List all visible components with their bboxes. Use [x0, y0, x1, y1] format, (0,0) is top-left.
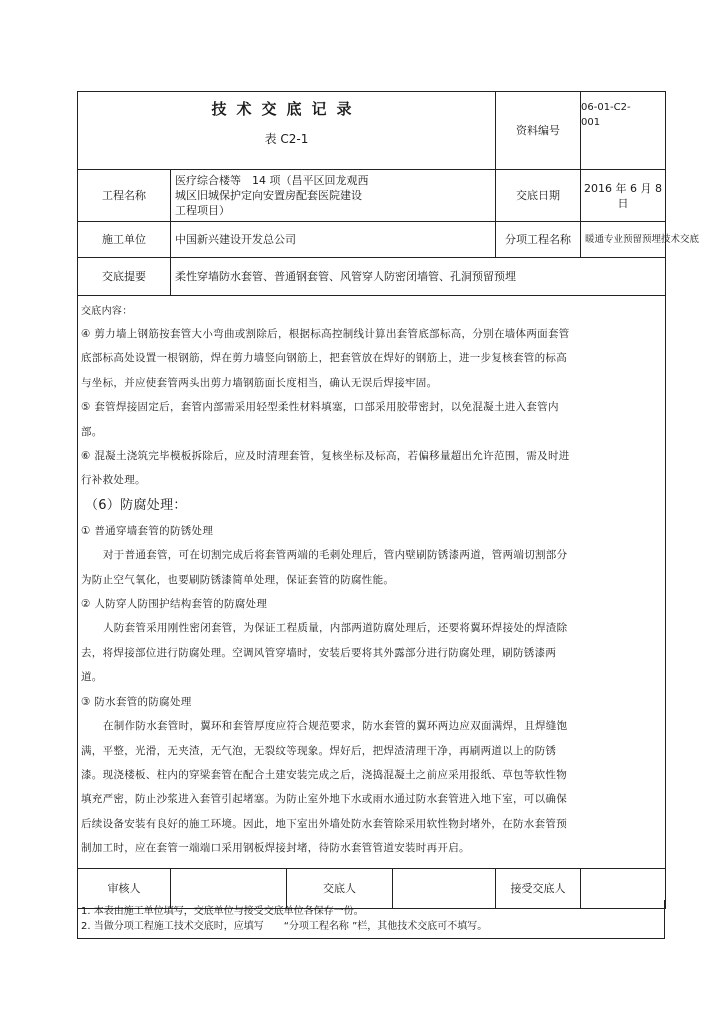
- content-line: 与坐标，并应使套管两头出剪力墙钢筋面长度相当，确认无误后焊接牢固。: [81, 376, 438, 389]
- disclosure-content: [78, 296, 666, 869]
- content-line: 满，平整，光滑，无夹渣，无气泡，无裂纹等现象。焊好后，把焊渣清理干净，再刷两道以上的防锈: [81, 744, 557, 757]
- content-line: 制加工时，应在套管一端端口采用钢板焊接封堵，待防水套管管道安装时再开启。: [81, 842, 470, 855]
- content-line: 交底内容：: [81, 306, 133, 317]
- project-value-line: 城区旧城保护定向安置房配套医院建设: [175, 189, 362, 202]
- content-line: ③ 防水套管的防腐处理: [81, 695, 192, 708]
- contractor-label: 施工单位: [78, 222, 171, 258]
- contractor-row: [78, 222, 666, 258]
- summary-row: [78, 258, 666, 296]
- technical-disclosure-form: [77, 91, 700, 909]
- content-line: ① 普通穿墙套管的防锈处理: [81, 524, 214, 537]
- content-row: [78, 296, 666, 869]
- summary-value: 柔性穿墙防水套管、普通钢套管、风管穿人防密闭墙管、孔洞预留预埋: [171, 258, 666, 296]
- form-title: 技术交底记录: [211, 100, 362, 118]
- title-cell: [78, 92, 496, 170]
- content-line: 行补救处理。: [81, 474, 146, 487]
- summary-label: 交底提要: [78, 258, 171, 296]
- presenter-label: 交底人: [287, 869, 393, 909]
- subproject-value: 暖通专业预留预埋技术交底: [581, 222, 666, 258]
- content-line: 去，将焊接部位进行防腐处理。空调风管穿墙时，安装后要将其外露部分进行防腐处理，刷防锈漆两: [81, 646, 557, 659]
- content-line: 为防止空气氧化，也要刷防锈漆简单处理，保证套管的防腐性能。: [81, 573, 395, 586]
- content-line: 人防套管采用刚性密闭套管，为保证工程质量，内部两道防腐处理后，还要将翼环焊接处的焊渣除: [103, 622, 568, 635]
- doc-no-cell: [581, 92, 666, 170]
- doc-no-label: 资料编号: [496, 92, 581, 170]
- subproject-label: 分项工程名称: [496, 222, 581, 258]
- content-line: 在制作防水套管时，翼环和套管厚度应符合规范要求，防水套管的翼环两边应双面满焊，且焊缝饱: [103, 720, 568, 733]
- content-line: 后续设备安装有良好的施工环境。因此，地下室出外墙处防水套管除采用软性物封堵外，在防水套管预: [81, 817, 567, 830]
- content-line: 部。: [81, 425, 103, 438]
- content-line: 漆。现浇楼板、柱内的穿梁套管在配合土建安装完成之后，浇捣混凝土之前应采用报纸、草包等软性物: [81, 768, 567, 781]
- content-line: 底部标高处设置一根钢筋，焊在剪力墙竖向钢筋上，把套管放在焊好的钢筋上，进一步复核套管的标高: [81, 352, 567, 365]
- project-value-line: 医疗综合楼等 14 项（昌平区回龙观西: [175, 174, 369, 187]
- date-label: 交底日期: [496, 170, 581, 222]
- date-value: 2016 年 6 月 8 日: [581, 170, 666, 222]
- project-label: 工程名称: [78, 170, 171, 222]
- note-line: 1. 本表由施工单位填写，交底单位与接受交底单位各保存一份。: [81, 906, 364, 917]
- content-lines: [81, 302, 662, 861]
- form-number: 表 C2-1: [264, 132, 309, 146]
- contractor-value: 中国新兴建设开发总公司: [171, 222, 496, 258]
- reviewer-label: 审核人: [78, 869, 171, 909]
- content-line: 道。: [81, 671, 103, 684]
- project-value-line: 工程项目）: [175, 204, 230, 217]
- content-line: 填充严密，防止沙浆进入套管引起堵塞。为防止室外地下水或雨水通过防水套管进入地下室，可以确保: [81, 793, 567, 806]
- section-heading: （6）防腐处理：: [85, 497, 187, 513]
- content-line: ⑤ 套管焊接固定后，套管内部需采用轻型柔性材料填塞，口部采用胶带密封，以免混凝土进入套管内: [81, 401, 559, 414]
- form-table: [77, 91, 700, 909]
- footer-notes: [77, 900, 665, 939]
- receiver-label: 接受交底人: [496, 869, 581, 909]
- doc-no-value: 06-01-C2-001: [581, 102, 631, 128]
- content-line: 对于普通套管，可在切割完成后将套管两端的毛刺处理后，管内壁刷防锈漆两道，管两端切割部分: [103, 549, 568, 562]
- title-row: [78, 92, 666, 170]
- content-line: ② 人防穿人防围护结构套管的防腐处理: [81, 598, 268, 611]
- project-value: [171, 170, 496, 222]
- content-line: ⑥ 混凝土浇筑完毕模板拆除后，应及时清理套管，复核坐标及标高，若偏移量超出允许范围，需及时进: [81, 450, 570, 463]
- project-row: [78, 170, 666, 222]
- content-line: ④ 剪力墙上钢筋按套管大小弯曲或割除后，根据标高控制线计算出套管底部标高，分别在墙体两面套管: [81, 328, 570, 340]
- note-line: 2. 当做分项工程施工技术交底时，应填写 “分项工程名称 ”栏，其他技术交底可不填写。: [81, 921, 488, 932]
